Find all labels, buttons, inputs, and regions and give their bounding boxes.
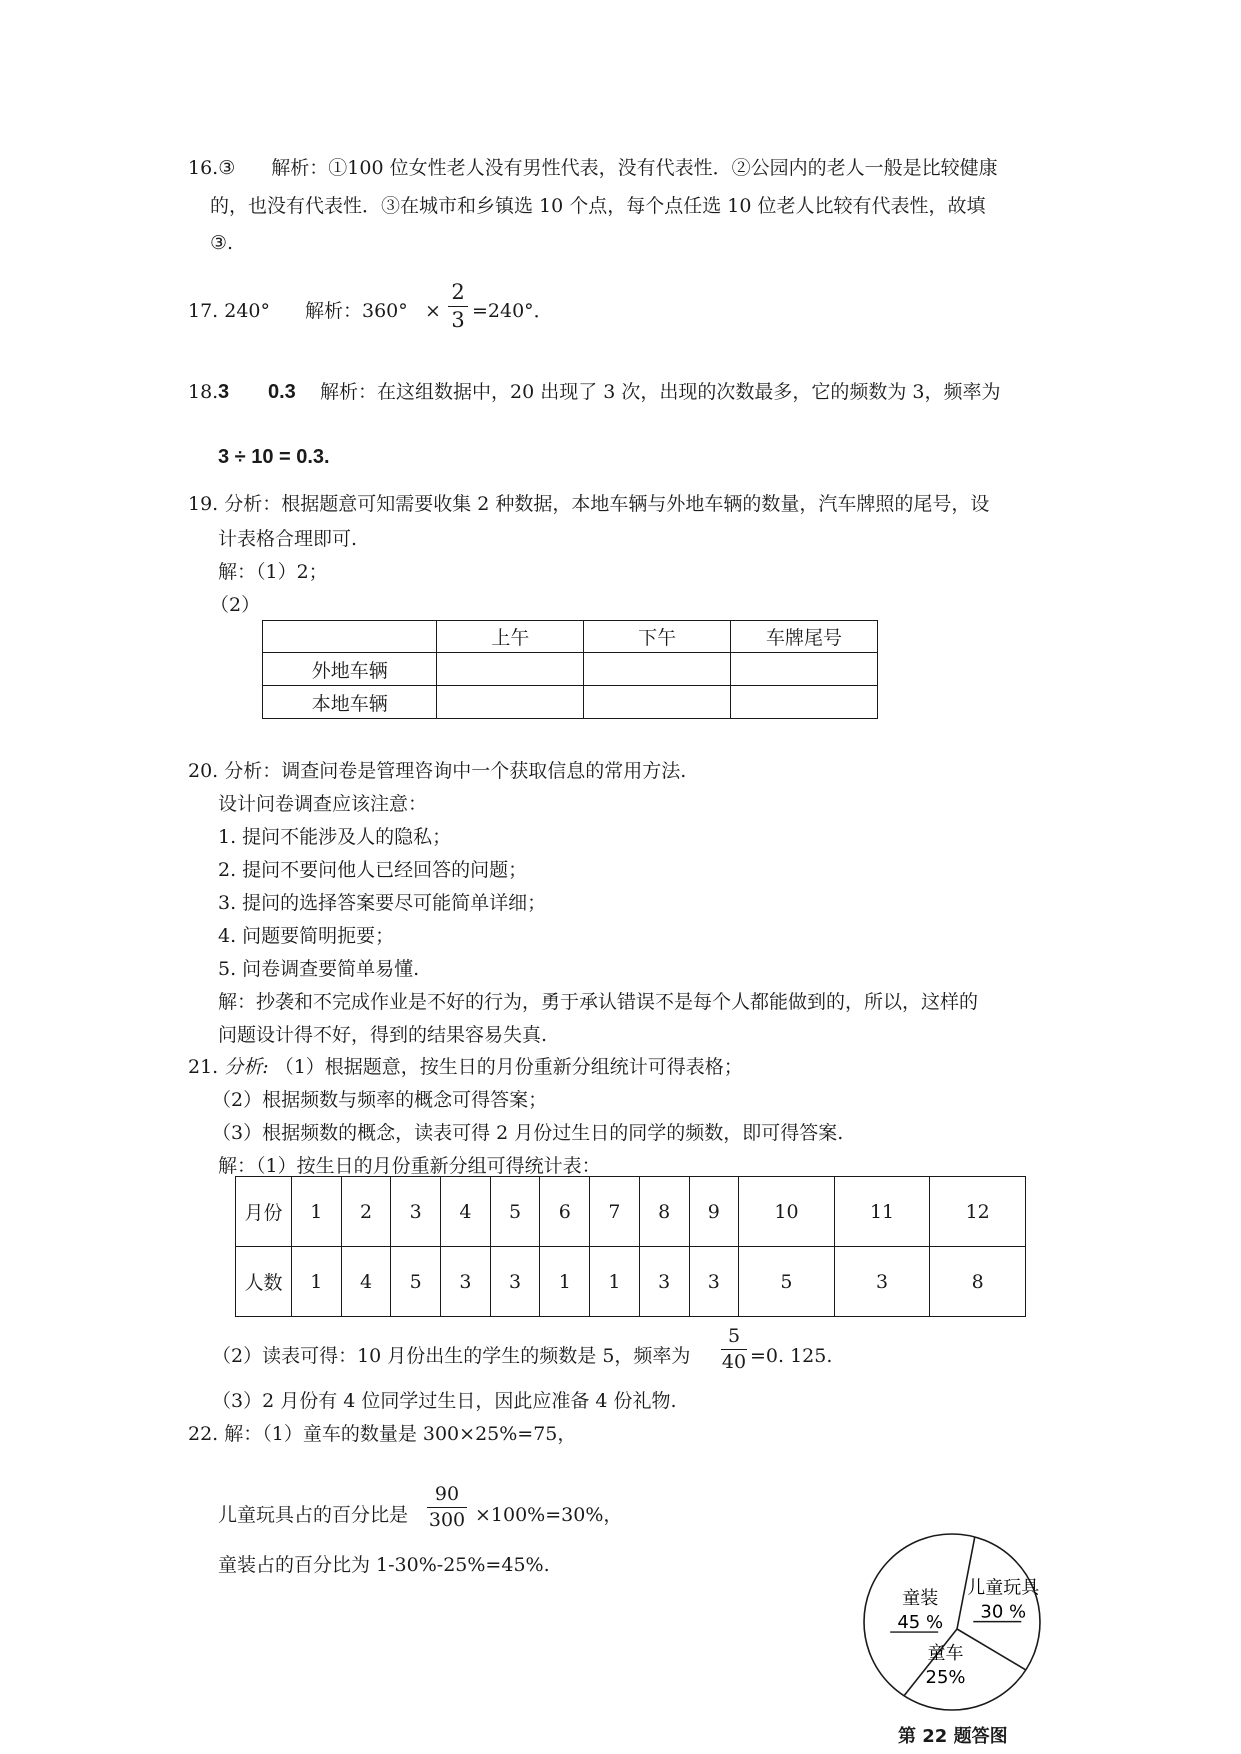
q18-calc: 3 ÷ 10 = 0.3. (218, 446, 330, 468)
birthday-table (235, 1176, 1026, 1317)
q18-answer-1: 3 (218, 381, 230, 403)
q17-label: 解析：360° (305, 300, 408, 322)
table-cell: 5 (739, 1247, 835, 1317)
q16-text-line1: 解析：①100 位女性老人没有男性代表，没有代表性．②公园内的老人一般是比较健康 (271, 157, 998, 179)
q21-fraction (721, 1327, 747, 1372)
q21-analysis-1: （1）根据题意，按生日的月份重新分组统计可得表格； (274, 1056, 743, 1078)
vehicle-table (262, 620, 878, 719)
q17-fraction (448, 282, 468, 331)
table-cell: 4 (441, 1177, 491, 1247)
q19-line3: 解：（1）2； (218, 561, 328, 583)
q20-item-5: 5. 问卷调查要简单易懂. (218, 958, 420, 980)
q16-number: 16.③ (188, 157, 236, 179)
table-cell: 上午 (437, 621, 584, 653)
table-cell: 1 (292, 1247, 342, 1317)
q21-solution-2-pre: （2）读表可得：10 月份出生的学生的频数是 5，频率为 (212, 1345, 691, 1367)
q21-solution-1: 解：（1）按生日的月份重新分组可得统计表： (218, 1155, 601, 1177)
q17-times: × (425, 300, 441, 322)
table-row (263, 653, 878, 686)
table-row (263, 686, 878, 719)
table-cell: 下午 (584, 621, 731, 653)
q21-fraction-denominator: 40 (721, 1351, 747, 1373)
q19-line1: 19. 分析：根据题意可知需要收集 2 种数据，本地车辆与外地车辆的数量，汽车牌照的尾号，设 (188, 493, 990, 515)
q22-line3: 童装占的百分比为 1-30%-25%=45%. (218, 1554, 550, 1576)
table-cell: 7 (590, 1177, 640, 1247)
q22-fraction (427, 1485, 467, 1530)
pie-label-name: 童装 (902, 1588, 939, 1610)
table-cell: 车牌尾号 (731, 621, 878, 653)
q21-analysis-3: （3）根据频数的概念，读表可得 2 月份过生日的同学的频数，即可得答案. (212, 1122, 844, 1144)
q18-number: 18. (188, 381, 219, 403)
pie-label-name: 童车 (927, 1643, 964, 1665)
q21-analysis-2: （2）根据频数与频率的概念可得答案； (212, 1089, 548, 1111)
q20-item-1: 1. 提问不能涉及人的隐私； (218, 826, 452, 848)
table-cell: 1 (590, 1247, 640, 1317)
q21-solution-3: （3）2 月份有 4 位同学过生日，因此应准备 4 份礼物. (212, 1390, 677, 1412)
table-cell: 10 (739, 1177, 835, 1247)
table-cell: 11 (834, 1177, 930, 1247)
q20-solution-2: 问题设计得不好，得到的结果容易失真. (218, 1024, 548, 1046)
q16-text-line2: 的，也没有代表性．③在城市和乡镇选 10 个点，每个点任选 10 位老人比较有代表性，故填 (210, 195, 986, 217)
table-row (263, 621, 878, 653)
table-cell: 人数 (236, 1247, 292, 1317)
table-cell: 4 (341, 1247, 391, 1317)
q22-fraction-bar (427, 1507, 467, 1508)
table-cell (437, 653, 584, 686)
table-cell: 3 (834, 1247, 930, 1317)
q21-fraction-bar (721, 1349, 747, 1350)
q20-item-4: 4. 问题要简明扼要； (218, 925, 395, 947)
pie-label-value: 25% (925, 1667, 966, 1689)
table-cell: 9 (689, 1177, 739, 1247)
table-cell: 8 (930, 1247, 1026, 1317)
table-cell: 1 (292, 1177, 342, 1247)
q22-line2-post: ×100%=30%， (475, 1504, 623, 1526)
table-cell: 6 (540, 1177, 590, 1247)
q22-fraction-numerator: 90 (434, 1483, 460, 1505)
q20-line2: 设计问卷调查应该注意： (218, 793, 428, 815)
q22-line2-pre: 儿童玩具占的百分比是 (218, 1504, 409, 1526)
q17-fraction-numerator: 2 (451, 280, 465, 304)
table-cell (731, 653, 878, 686)
chart-caption: 第 22 题答图 (898, 1726, 1008, 1747)
table-cell (263, 621, 437, 653)
table-cell: 3 (441, 1247, 491, 1317)
q22-line1: 22. 解：（1）童车的数量是 300×25%=75， (188, 1423, 577, 1445)
q16-line1 (188, 159, 998, 178)
table-cell: 12 (930, 1177, 1026, 1247)
table-cell: 3 (689, 1247, 739, 1317)
table-cell: 外地车辆 (263, 653, 437, 686)
q21-solution-2-post: =0. 125. (750, 1345, 833, 1367)
table-row (236, 1247, 1026, 1317)
q21-number: 21. (188, 1056, 219, 1078)
q21-fraction-numerator: 5 (727, 1325, 741, 1347)
pie-label-value: 45 % (897, 1612, 944, 1634)
pie-chart (862, 1532, 1042, 1712)
q17-fraction-bar (448, 306, 468, 307)
q20-line1: 20. 分析：调查问卷是管理咨询中一个获取信息的常用方法. (188, 760, 687, 782)
table-cell: 5 (391, 1247, 441, 1317)
q19-line4: （2） (210, 594, 261, 616)
q22-fraction-denominator: 300 (428, 1509, 466, 1531)
table-cell: 3 (490, 1247, 540, 1317)
pie-label-value: 30 % (980, 1601, 1027, 1623)
table-cell (584, 686, 731, 719)
q18-text: 解析：在这组数据中，20 出现了 3 次，出现的次数最多，它的频数为 3，频率为 (320, 381, 1001, 403)
q18-answer-2: 0.3 (268, 381, 296, 403)
table-cell: 3 (391, 1177, 441, 1247)
table-cell: 8 (639, 1177, 689, 1247)
q21-line1 (188, 1058, 743, 1077)
table-cell (584, 653, 731, 686)
table-cell (437, 686, 584, 719)
q20-item-2: 2. 提问不要问他人已经回答的问题； (218, 859, 528, 881)
q17-result: =240°． (472, 300, 553, 322)
q16-text-line3: ③. (210, 232, 234, 254)
q20-solution-1: 解：抄袭和不完成作业是不好的行为，勇于承认错误不是每个人都能做到的，所以，这样的 (218, 991, 979, 1013)
table-cell: 月份 (236, 1177, 292, 1247)
table-cell: 5 (490, 1177, 540, 1247)
table-cell: 1 (540, 1247, 590, 1317)
table-cell: 3 (639, 1247, 689, 1317)
table-cell: 本地车辆 (263, 686, 437, 719)
q17-fraction-denominator: 3 (451, 308, 465, 332)
q20-item-3: 3. 提问的选择答案要尽可能简单详细； (218, 892, 547, 914)
q21-analysis-label: 分析: (224, 1056, 269, 1078)
table-cell: 2 (341, 1177, 391, 1247)
pie-label-name: 儿童玩具 (967, 1577, 1040, 1599)
table-row (236, 1177, 1026, 1247)
q19-line2: 计表格合理即可. (218, 528, 358, 550)
table-cell (731, 686, 878, 719)
q17-number: 17. 240° (188, 300, 271, 322)
